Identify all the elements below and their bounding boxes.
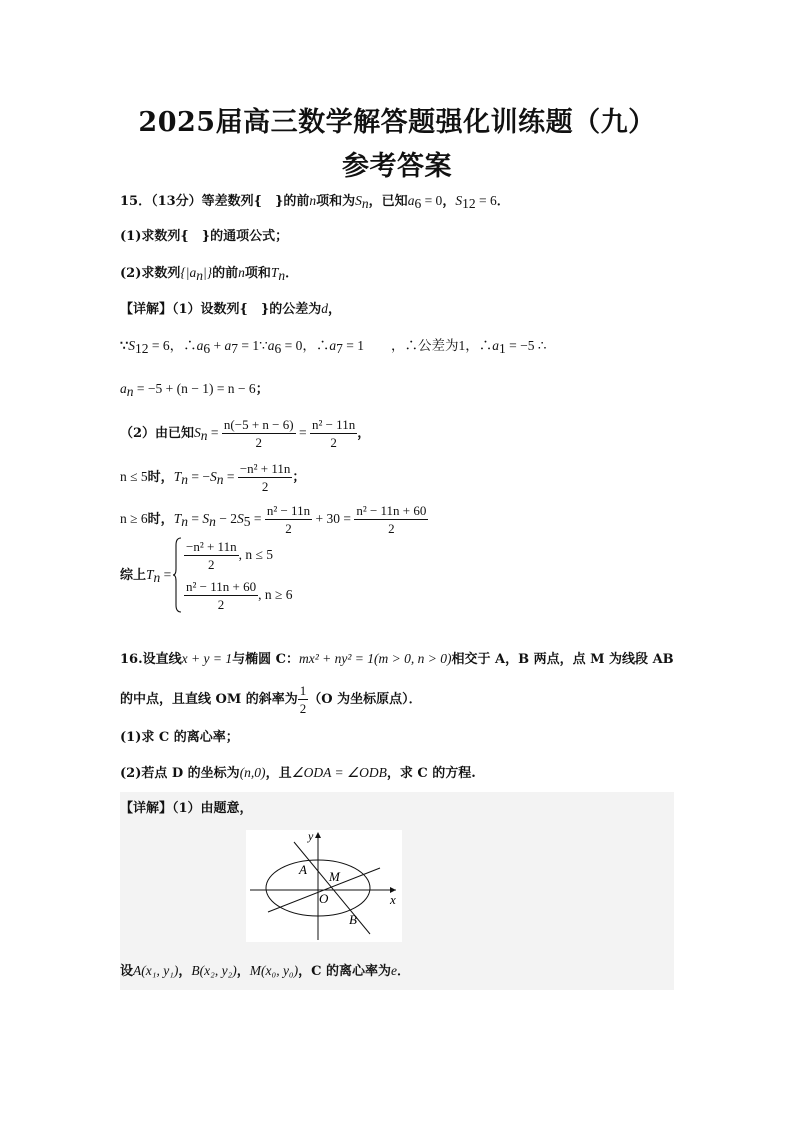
q15-detail-1: 【详解】（1）设数列{ }的公差为d， — [120, 301, 342, 317]
q15-case-1: n ≤ 5时，$T_n = -S_n$ = $\frac{\text{−n² + 11n}}{2}$ ； — [120, 461, 306, 494]
q15-statement: 15．（13分）等差数列{ }的前n项和为$S_n$，已知$a_6 = 0$，$S_{12} = 6$． — [120, 193, 510, 211]
q16-part1: (1)求 C 的离心率； — [120, 730, 239, 745]
q15-part2: (2)求数列$\{|a_n|\}$的前n项和$T_n$． — [120, 265, 299, 283]
label-B: B — [349, 912, 357, 927]
brace-icon — [172, 537, 182, 613]
label-x: x — [390, 892, 396, 907]
y-axis-arrow-icon — [315, 832, 321, 838]
label-y: y — [308, 830, 314, 843]
label-O: O — [319, 891, 329, 906]
q15-part2-solution: （2）由已知$S_n$ = $\frac{n(-5 + n - 6)}{2}$ = $\frac{\text{n² − 11n}}{2}$ ， — [120, 417, 371, 450]
q16-statement-2: 的中点，且直线 OM 的斜率为 $\frac{1}{2}$ （O 为坐标原点）． — [120, 683, 422, 716]
q16-statement-1: 16.设直线x + y = 1与椭圆 C：mx² + ny² = 1(m > 0, n > 0)相交于 A，B 两点，点 M 为线段 AB — [120, 651, 674, 667]
q15-summary-case-1: $\frac{\text{−n² + 11n}}{2}$ , n ≤ 5 — [186, 539, 273, 572]
q15-summary-label: 综上$T_n$ = — [120, 567, 172, 585]
q15-case-2: n ≥ 6时，$T_n = S_n - 2S_5$ = $\frac{\text{n² − 11n}}{2}$ + 30 = $\frac{\text{n² − 11n + 60}}{2}$ — [120, 503, 427, 536]
ellipse-diagram — [246, 830, 402, 942]
label-A: A — [299, 862, 307, 877]
label-M: M — [329, 869, 340, 884]
q15-an-formula: $a_n = -5 + (n - 1) = n - 6$； — [120, 381, 269, 399]
q16-last-line: 设A(x₁, y₁)，B(x₂, y₂)，M(x₀, y₀)，C 的离心率为e． — [120, 963, 411, 979]
q16-detail-1: 【详解】（1）由题意， — [120, 801, 253, 816]
q15-step-2: $\because S_{12} = 6$，$\therefore a_6 + a_7$ = $1\because a_6 = 0$，$\therefore a_7 = 1$ ，∴公差为1，$\therefore a_1 = -5$ ∴ — [120, 338, 547, 356]
q16-part2: (2)若点 D 的坐标为(n,0)，且∠ODA = ∠ODB，求 C 的方程. — [120, 765, 476, 781]
q15-summary-case-2: $\frac{\text{n² − 11n + 60}}{2}$ , n ≥ 6 — [186, 579, 293, 612]
page-subtitle: 参考答案 — [342, 151, 452, 182]
line-AB — [294, 842, 370, 934]
page-title: 2025届高三数学解答题强化训练题（九） — [138, 107, 656, 138]
ellipse-figure — [246, 830, 402, 942]
q15-part1: (1)求数列{ }的通项公式； — [120, 229, 289, 244]
